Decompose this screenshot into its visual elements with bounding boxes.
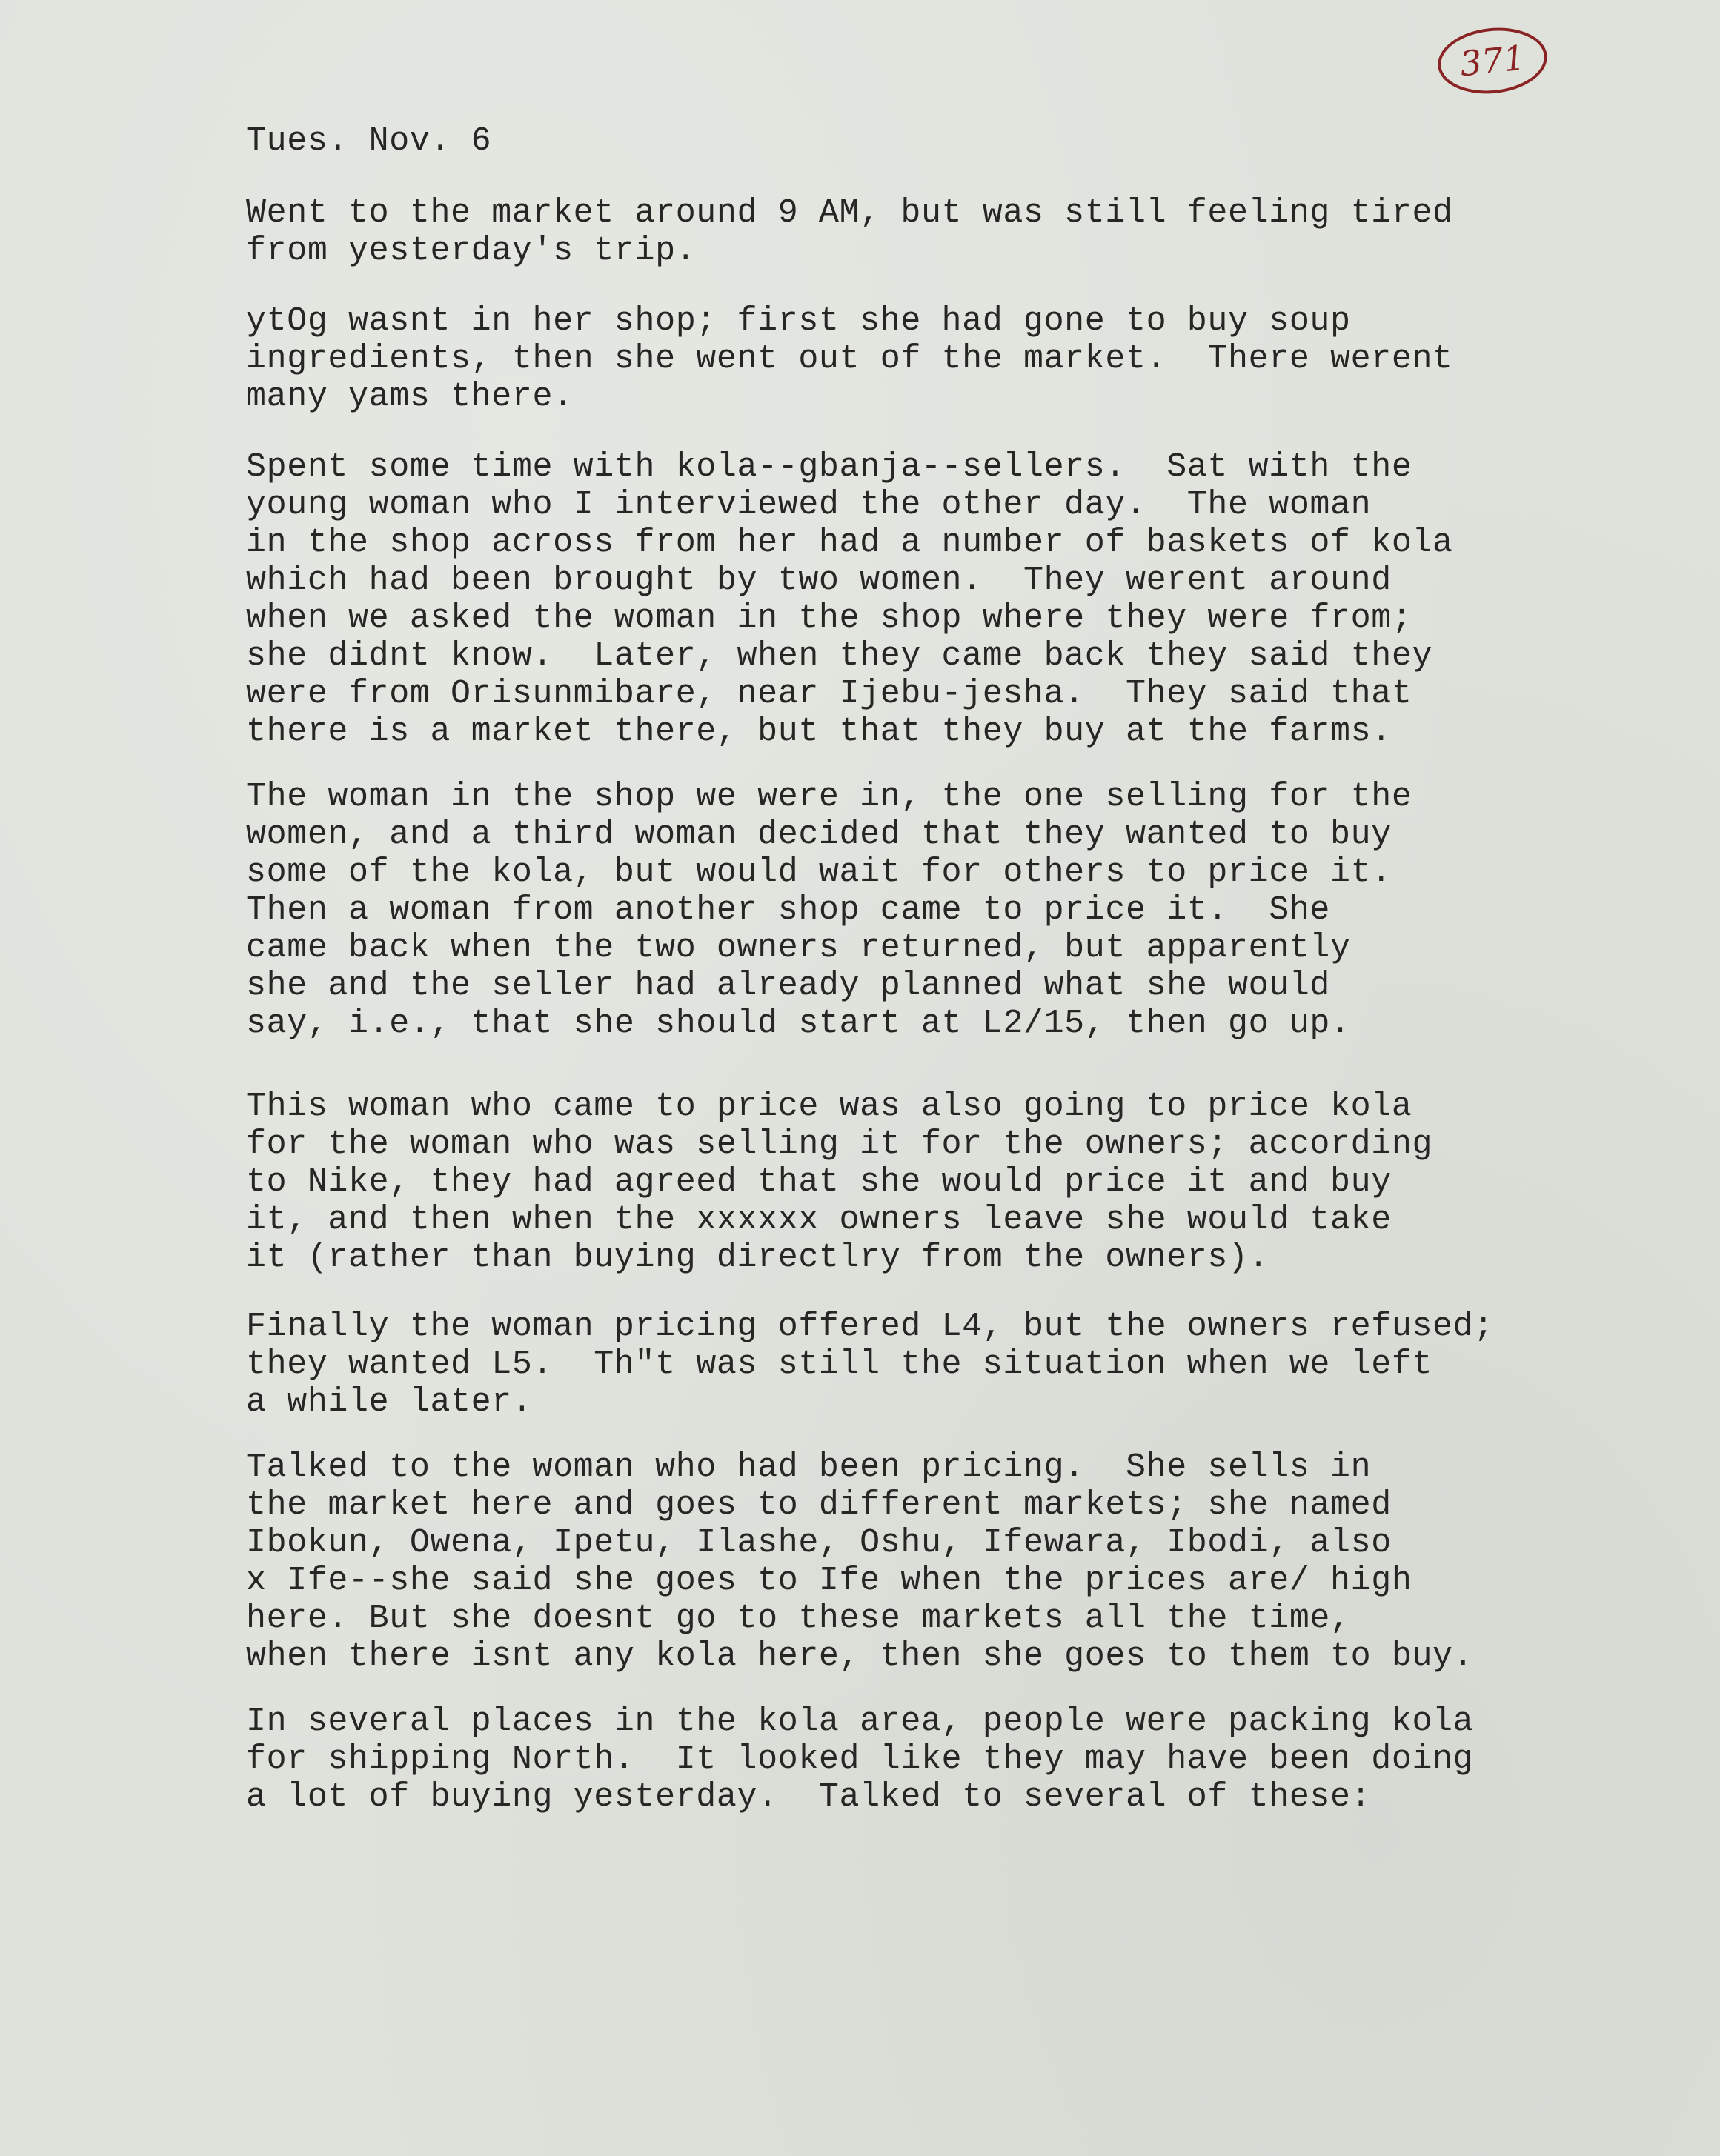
paragraph-price-offer: Finally the woman pricing offered L4, but the owners refused; they wanted L5. Th"t was still the situation when we left a while later. (246, 1308, 1494, 1421)
paragraph-market-visit: Went to the market around 9 AM, but was still feeling tired from yesterday's trip. (246, 194, 1453, 270)
paragraph-pricing-arrangement: The woman in the shop we were in, the one selling for the women, and a third woman decided that they wanted to buy some of the kola, but would wait for others to price it. Then a woman from another shop came to price it. She came back when the two owners returned, but apparently she and the seller had already planned what she would say, i.e., that she should start at L2/15, then go up. (246, 778, 1412, 1042)
paragraph-shop-absence: ytOg wasnt in her shop; first she had gone to buy soup ingredients, then she went out of the market. There werent many yams there. (246, 302, 1453, 416)
paragraph-pricing-agreement: This woman who came to price was also going to price kola for the woman who was selling it for the owners; according to Nike, they had agreed that she would price it and buy it, and then when the xxxxxx owners leave she would take it (rather than buying directlry from the owners). (246, 1088, 1433, 1277)
paragraph-packing-kola: In several places in the kola area, people were packing kola for shipping North. It looked like they may have been doing a lot of buying yesterday. Talked to several of these: (246, 1703, 1474, 1816)
date-heading: Tues. Nov. 6 (246, 122, 492, 160)
paragraph-markets-list: Talked to the woman who had been pricing. She sells in the market here and goes to different markets; she named Ibokun, Owena, Ipetu, Ilashe, Oshu, Ifewara, Ibodi, also x Ife--she said she goes to Ife when the prices are/ high here. But she doesnt go to these markets all the time, when there isnt any kola here, then she goes to them to buy. (246, 1448, 1474, 1675)
paragraph-kola-sellers: Spent some time with kola--gbanja--sellers. Sat with the young woman who I interviewed the other day. The woman in the shop across from her had a number of baskets of kola which had been brought by two women. They werent around when we asked the woman in the shop where they were from; she didnt know. Later, when they came back they said they were from Orisunmibare, near Ijebu-jesha. They said that there is a market there, but that they buy at the farms. (246, 448, 1453, 751)
page-number-stamp: 371 (1435, 23, 1550, 99)
